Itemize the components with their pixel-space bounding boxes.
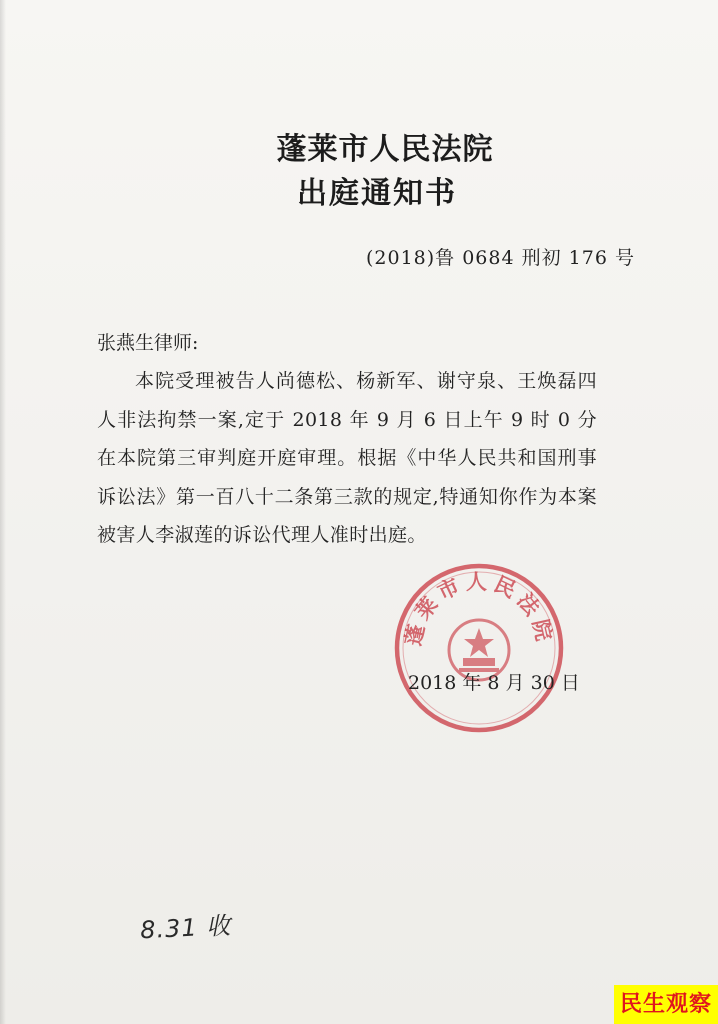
- notice-body: 本院受理被告人尚德松、杨新军、谢守泉、王焕磊四人非法拘禁一案,定于 2018 年 9 月 6 日上午 9 时 0 分在本院第三审判庭开庭审理。根据《中华人民共和国刑事诉讼法》第一百八十二条第三款的规定,特通知你作为本案被害人李淑莲的诉讼代理人准时出庭。: [97, 370, 597, 546]
- document-title: 出庭通知书: [297, 176, 457, 211]
- case-number: (2018)鲁 0684 刑初 176 号: [366, 247, 635, 269]
- court-seal-stamp: [393, 562, 565, 734]
- addressee: 张燕生律师:: [97, 332, 199, 354]
- issue-date: 2018 年 8 月 30 日: [408, 672, 580, 694]
- court-name: 蓬莱市人民法院: [276, 132, 494, 167]
- seal-text: 蓬莱市人民法院: [400, 568, 558, 648]
- handwritten-receipt-note: 8.31 收: [139, 911, 232, 945]
- watermark-badge: 民生观察: [614, 985, 718, 1024]
